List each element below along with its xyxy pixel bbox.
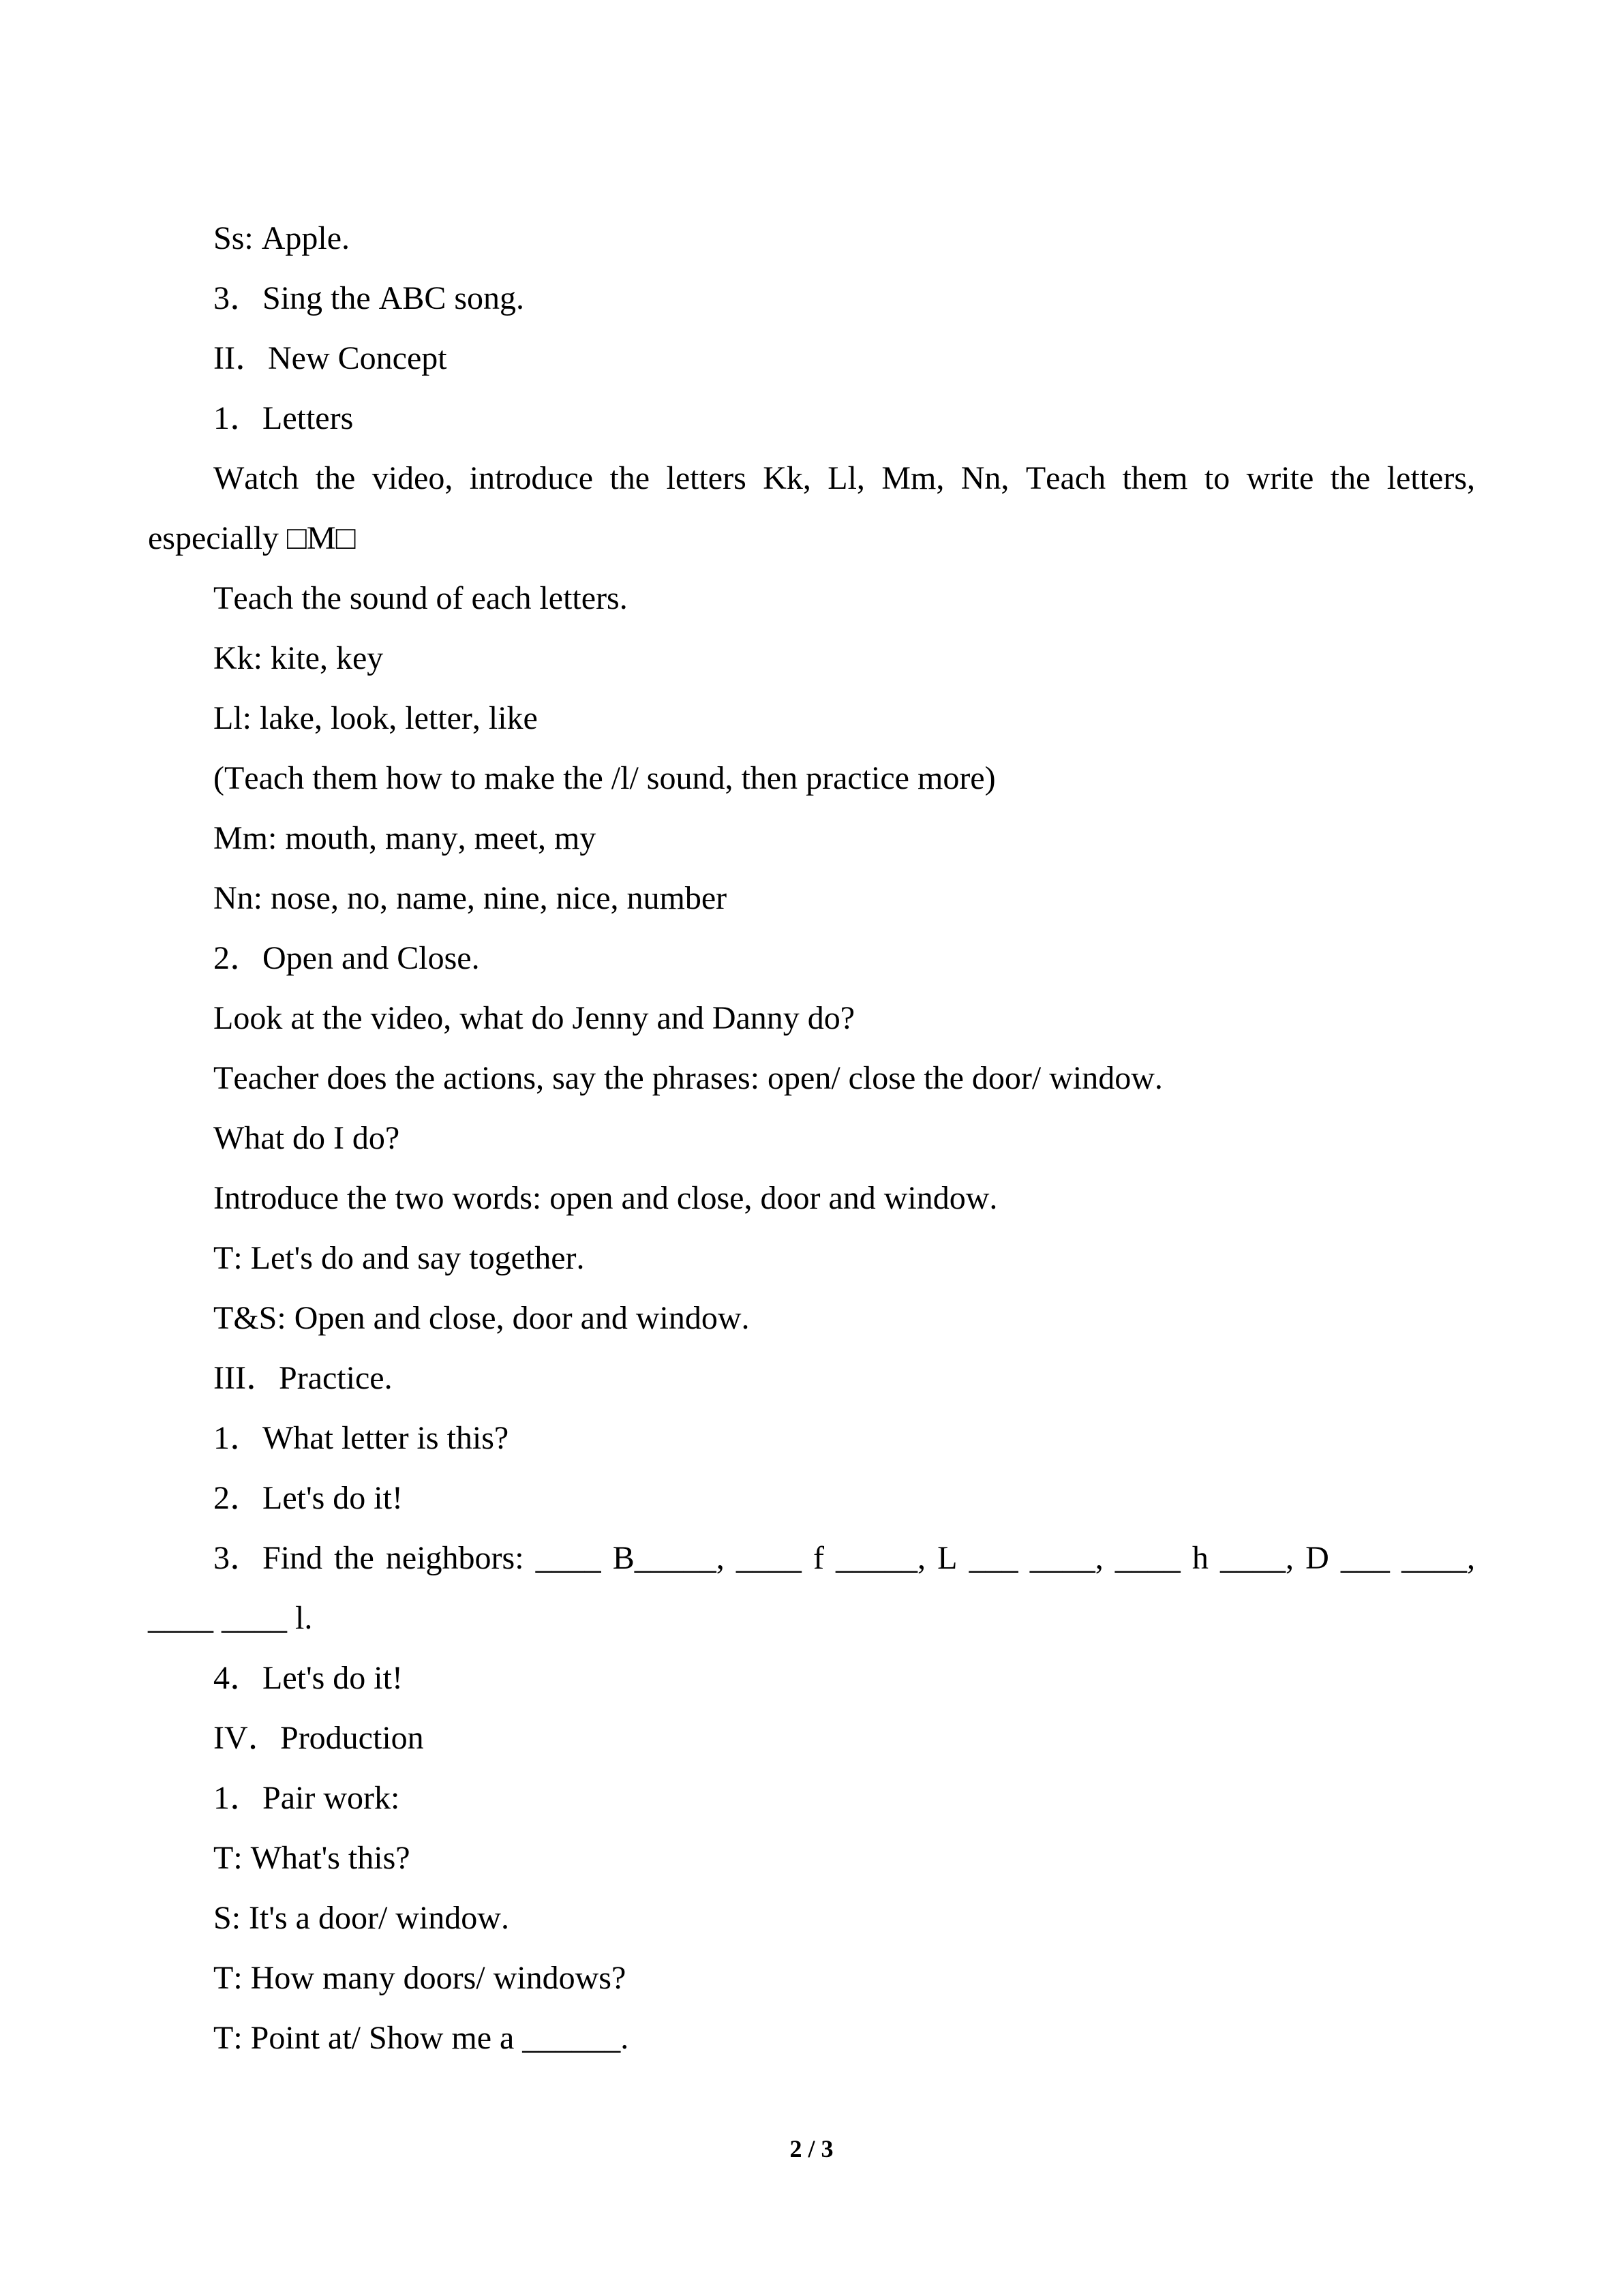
paragraph-text: (Teach them how to make the /l/ sound, then practice more) (213, 760, 996, 796)
paragraph (148, 209, 1475, 269)
paragraph (148, 1108, 1475, 1168)
section-number: III． (213, 1360, 279, 1396)
list-number: 1． (213, 1780, 263, 1816)
paragraph-text: Ll: lake, look, letter, like (213, 700, 538, 736)
paragraph (148, 1288, 1475, 1348)
paragraph (148, 449, 1475, 569)
list-item (148, 1768, 1475, 1828)
paragraph-text: Letters (262, 400, 354, 436)
page-body (148, 209, 1475, 2068)
paragraph-text: What do I do? (213, 1120, 400, 1156)
paragraph (148, 868, 1475, 928)
paragraph-text: Introduce the two words: open and close, door and window. (213, 1180, 998, 1216)
paragraph-text: Ss: Apple. (213, 220, 350, 256)
paragraph-text: Let's do it! (262, 1480, 403, 1516)
section-title: Production (280, 1720, 424, 1756)
list-number: 2． (213, 1480, 263, 1516)
list-item (148, 928, 1475, 988)
paragraph-text: Kk: kite, key (213, 640, 384, 676)
paragraph-text: Teacher does the actions, say the phrases: open/ close the door/ window. (213, 1060, 1163, 1096)
paragraph-text: Find the neighbors: ____ B_____, ____ f _____, L ___ ____, ____ h ____, D ___ ____, ____ ____ l. (148, 1540, 1475, 1636)
page-number: 2 / 3 (789, 2135, 834, 2162)
paragraph (148, 2008, 1475, 2068)
paragraph-text: T: Point at/ Show me a ______. (213, 2020, 629, 2056)
paragraph (148, 629, 1475, 689)
section-title: Practice. (279, 1360, 393, 1396)
paragraph-text: Watch the video, introduce the letters Kk, Ll, Mm, Nn, Teach them to write the letters, especially □M□ (148, 460, 1475, 556)
section-title: New Concept (268, 340, 447, 376)
paragraph-text: T: How many doors/ windows? (213, 1960, 626, 1996)
list-item (148, 269, 1475, 329)
list-number: 2． (213, 940, 263, 976)
section-heading (148, 329, 1475, 389)
section-heading (148, 1348, 1475, 1408)
paragraph-text: Open and Close. (262, 940, 480, 976)
paragraph (148, 1048, 1475, 1108)
paragraph (148, 809, 1475, 868)
list-number: 3． (213, 1540, 263, 1576)
list-item (148, 1648, 1475, 1708)
paragraph-text: T: What's this? (213, 1840, 410, 1876)
list-item (148, 1528, 1475, 1648)
paragraph (148, 569, 1475, 629)
paragraph-text: Nn: nose, no, name, nine, nice, number (213, 880, 727, 916)
paragraph-text: S: It's a door/ window. (213, 1900, 509, 1936)
section-number: II． (213, 340, 268, 376)
paragraph-text: T: Let's do and say together. (213, 1240, 585, 1276)
list-number: 1． (213, 1420, 263, 1456)
paragraph-text: Sing the ABC song. (262, 280, 525, 316)
list-item (148, 1408, 1475, 1468)
paragraph-text: Pair work: (262, 1780, 400, 1816)
paragraph (148, 1888, 1475, 1948)
list-number: 4． (213, 1660, 263, 1696)
section-number: IV． (213, 1720, 281, 1756)
paragraph (148, 1168, 1475, 1228)
paragraph (148, 988, 1475, 1048)
list-item (148, 389, 1475, 449)
paragraph (148, 1828, 1475, 1888)
section-heading (148, 1708, 1475, 1768)
paragraph-text: Teach the sound of each letters. (213, 580, 628, 616)
paragraph (148, 1228, 1475, 1288)
paragraph-text: Let's do it! (262, 1660, 403, 1696)
paragraph (148, 749, 1475, 809)
list-item (148, 1468, 1475, 1528)
paragraph (148, 1948, 1475, 2008)
paragraph-text: Mm: mouth, many, meet, my (213, 820, 596, 856)
paragraph-text: What letter is this? (262, 1420, 509, 1456)
list-number: 1． (213, 400, 263, 436)
list-number: 3． (213, 280, 263, 316)
paragraph (148, 689, 1475, 749)
paragraph-text: T&S: Open and close, door and window. (213, 1300, 750, 1336)
paragraph-text: Look at the video, what do Jenny and Danny do? (213, 1000, 855, 1036)
